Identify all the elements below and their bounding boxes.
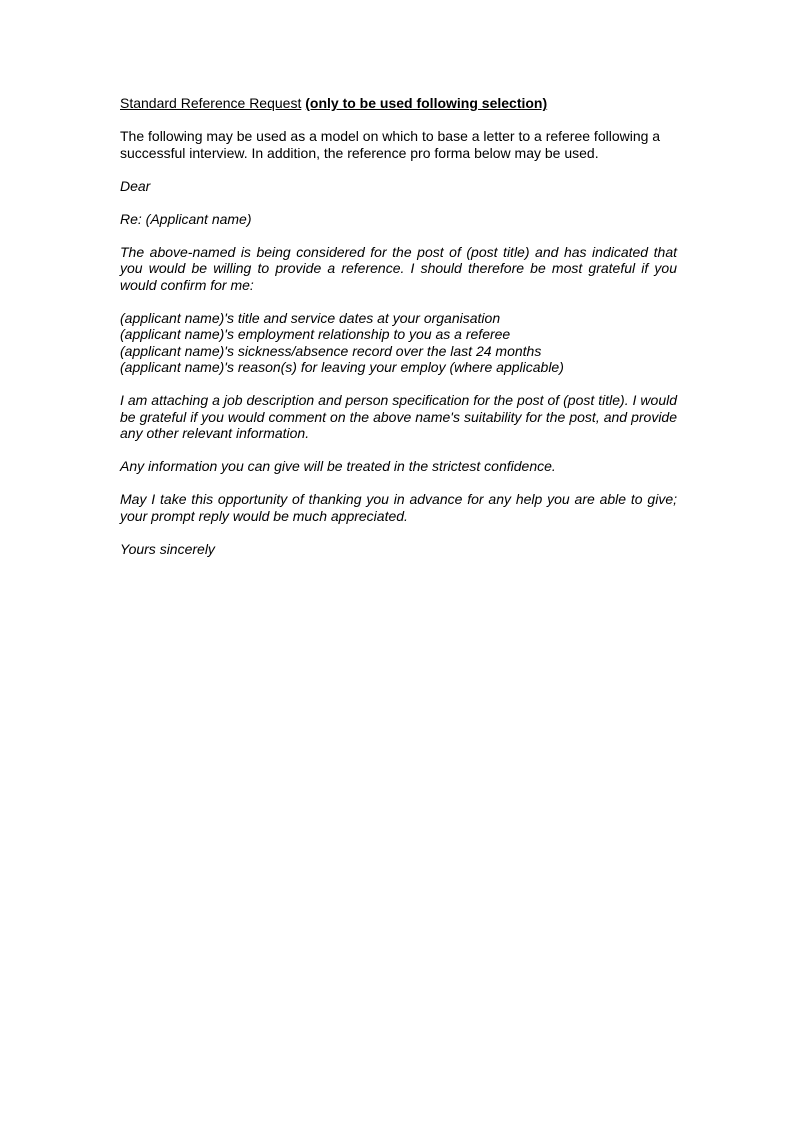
re-line: Re: (Applicant name) — [120, 210, 252, 227]
attaching-paragraph: I am attaching a job description and person specification for the post of (post title). I would be grateful if you would comment on the above name's suitability for the post, and provide any other relevant information. — [120, 392, 677, 441]
salutation: Dear — [120, 177, 151, 194]
heading-title: Standard Reference Request — [120, 95, 302, 111]
intro-paragraph: The following may be used as a model on which to base a letter to a referee following a successful interview. In addition, the reference pro forma below may be used. — [120, 128, 661, 161]
signoff: Yours sincerely — [120, 540, 215, 557]
confidence-paragraph: Any information you can give will be treated in the strictest confidence. — [120, 458, 556, 474]
list-item: (applicant name)'s reason(s) for leaving your employ (where applicable) — [120, 359, 564, 375]
thanks-paragraph: May I take this opportunity of thanking you in advance for any help you are able to give; your prompt reply would be much appreciated. — [120, 491, 677, 524]
list-item: (applicant name)'s sickness/absence record over the last 24 months — [120, 342, 542, 359]
document-heading — [120, 95, 677, 112]
list-item: (applicant name)'s title and service dates at your organisation — [120, 309, 501, 326]
considered-paragraph: The above-named is being considered for the post of (post title) and has indicated that you would be willing to provide a reference. I should therefore be most grateful if you would confirm for me: — [120, 243, 677, 293]
heading-usage-note: (only to be used following selection) — [305, 95, 548, 111]
letter-template-page — [120, 95, 677, 574]
confirm-list — [120, 310, 677, 376]
list-item: (applicant name)'s employment relationship to you as a referee — [120, 326, 511, 342]
